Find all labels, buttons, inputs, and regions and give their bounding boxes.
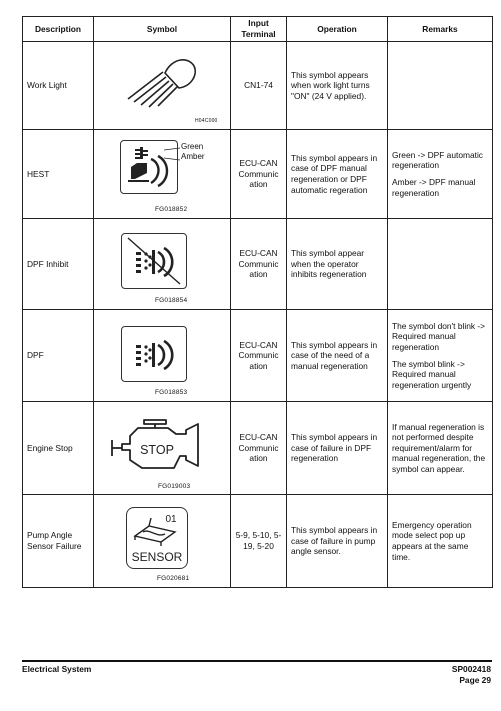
hest-legend — [181, 142, 205, 162]
header-description: Description — [23, 17, 94, 42]
table-row — [23, 42, 493, 130]
symbol-cell — [94, 310, 231, 402]
symbol-code: FG018852 — [155, 206, 188, 213]
sensor-icon-number: 01 — [165, 514, 177, 525]
row-terminal: ECU-CAN Communic ation — [231, 130, 287, 219]
symbol-cell — [94, 130, 231, 219]
symbol-code: FG018853 — [155, 389, 188, 396]
symbol-cell — [94, 42, 231, 130]
header-remarks: Remarks — [388, 17, 493, 42]
symbol-table — [22, 16, 493, 588]
row-remarks — [388, 130, 493, 219]
row-terminal: ECU-CAN Communic ation — [231, 310, 287, 402]
table-row — [23, 219, 493, 310]
row-operation: This symbol appears in case of failure in pump angle sensor. — [287, 495, 388, 588]
symbol-code: H04C000 — [195, 118, 218, 124]
footer-doc-info — [452, 664, 491, 686]
row-description: DPF — [23, 310, 94, 402]
footer-page-number: Page 29 — [459, 675, 491, 685]
row-remarks — [388, 402, 493, 495]
dpf-icon-frame — [121, 326, 187, 382]
sensor-icon-label: SENSOR — [131, 550, 183, 564]
row-terminal: ECU-CAN Communic ation — [231, 402, 287, 495]
remark-line: The symbol don't blink -> Required manual regeneration — [392, 320, 486, 352]
row-terminal: 5-9, 5-10, 5-19, 5-20 — [231, 495, 287, 588]
row-description: Engine Stop — [23, 402, 94, 495]
remark-line: Green -> DPF automatic regeneration — [392, 149, 483, 171]
symbol-code: FG018854 — [155, 297, 188, 304]
remark-line: Emergency operation mode select pop up appears at the same time. — [392, 519, 472, 562]
row-remarks — [388, 219, 493, 310]
table-row — [23, 402, 493, 495]
table-row — [23, 310, 493, 402]
dpf-icon — [122, 327, 186, 381]
footer-section: Electrical System — [22, 664, 92, 674]
row-operation: This symbol appears in case of failure in DPF regeneration — [287, 402, 388, 495]
sensor-icon-frame — [126, 507, 188, 569]
symbol-code: FG020681 — [157, 575, 190, 582]
row-description: HEST — [23, 130, 94, 219]
engine-stop-icon-label: STOP — [140, 443, 174, 457]
row-terminal: CN1-74 — [231, 42, 287, 130]
footer-doc-code: SP002418 — [451, 664, 491, 674]
dpf-inhibit-icon-frame — [121, 233, 187, 289]
row-description: Work Light — [23, 42, 94, 130]
dpf-inhibit-icon — [122, 234, 186, 288]
engine-stop-icon — [108, 414, 206, 476]
table-row — [23, 495, 493, 588]
legend-green: Green — [181, 142, 204, 151]
remark-line: If manual regeneration is not performed despite requirement/alarm for manual regeneration, the symbol can appear. — [392, 421, 486, 474]
row-operation: This symbol appears in case of DPF manual regeneration or DPF automatic regeration — [287, 130, 388, 219]
symbol-cell — [94, 219, 231, 310]
header-symbol: Symbol — [94, 17, 231, 42]
row-remarks — [388, 495, 493, 588]
row-operation: This symbol appear when the operator inhibits regeneration — [287, 219, 388, 310]
row-description: Pump Angle Sensor Failure — [23, 495, 94, 588]
symbol-code: FG019003 — [158, 483, 191, 490]
row-terminal: ECU-CAN Communic ation — [231, 219, 287, 310]
row-remarks — [388, 310, 493, 402]
legend-amber: Amber — [181, 152, 205, 161]
header-operation: Operation — [287, 17, 388, 42]
symbol-cell — [94, 402, 231, 495]
sensor-icon — [127, 508, 187, 568]
remark-line: The symbol blink -> Required manual regeneration urgently — [392, 358, 472, 390]
table-header-row — [23, 17, 493, 42]
row-operation: This symbol appears in case of the need of a manual regeneration — [287, 310, 388, 402]
row-operation: This symbol appears when work light turns "ON" (24 V applied). — [287, 42, 388, 130]
legend-leader-lines — [164, 146, 180, 168]
symbol-cell — [94, 495, 231, 588]
row-remarks — [388, 42, 493, 130]
work-light-icon — [118, 50, 200, 108]
header-input-terminal: Input Terminal — [231, 17, 287, 42]
row-description: DPF Inhibit — [23, 219, 94, 310]
remark-line: Amber -> DPF manual regeneration — [392, 177, 476, 198]
footer-rule — [22, 660, 492, 662]
table-row — [23, 130, 493, 219]
